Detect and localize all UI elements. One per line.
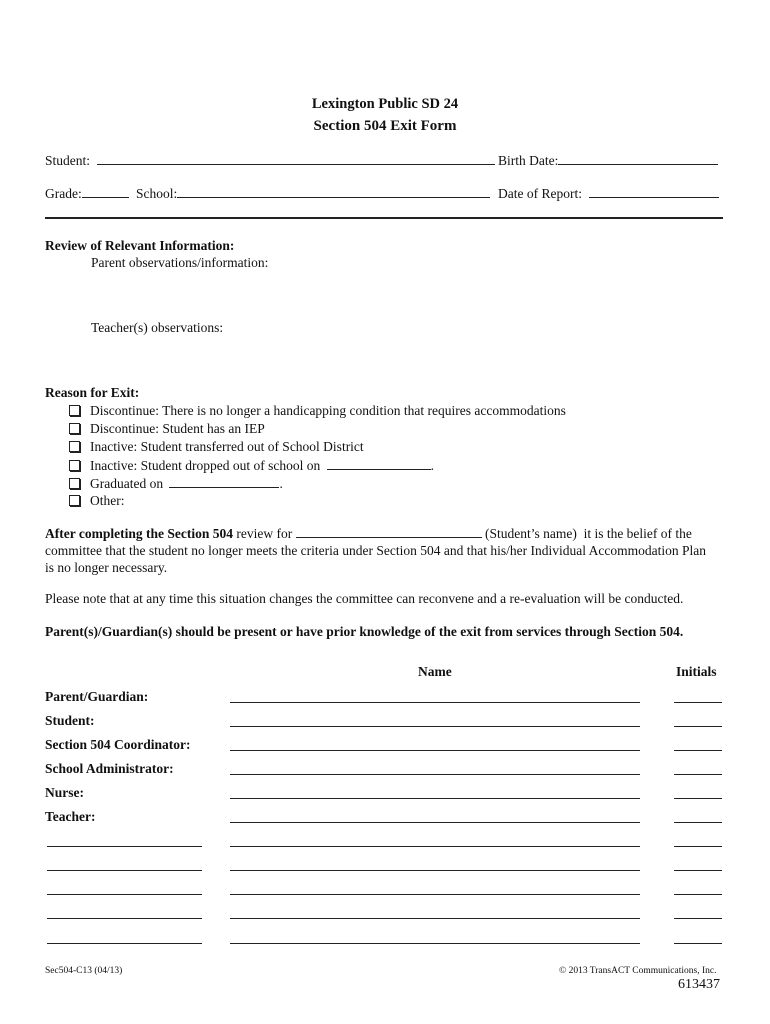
initials-line-student[interactable] — [674, 726, 722, 727]
statement-students-name: (Student’s name) — [484, 526, 577, 541]
extra-role-line-2[interactable] — [47, 870, 202, 871]
name-line-administrator[interactable] — [230, 774, 640, 775]
name-line-teacher[interactable] — [230, 822, 640, 823]
checkbox[interactable] — [69, 460, 80, 471]
grade-label: Grade: — [45, 186, 82, 201]
initials-line-parent[interactable] — [674, 702, 722, 703]
date-of-report-field[interactable] — [498, 185, 719, 202]
school-line[interactable] — [177, 185, 490, 198]
reason-heading: Reason for Exit: — [45, 385, 140, 400]
initials-line-administrator[interactable] — [674, 774, 722, 775]
student-name-line[interactable] — [296, 525, 482, 538]
document-number: 613437 — [678, 977, 720, 992]
dropout-date-line[interactable] — [327, 457, 431, 470]
graduation-date-line[interactable] — [169, 475, 279, 488]
grade-field[interactable] — [45, 185, 129, 202]
name-line-extra-1[interactable] — [230, 846, 640, 847]
role-school-administrator: School Administrator: — [45, 761, 174, 776]
role-nurse: Nurse: — [45, 785, 84, 800]
statement-lead: After completing the Section 504 — [45, 526, 233, 541]
checkbox[interactable] — [69, 441, 80, 452]
form-title: Section 504 Exit Form — [313, 118, 457, 134]
checkbox[interactable] — [69, 405, 80, 416]
role-teacher: Teacher: — [45, 809, 96, 824]
role-student: Student: — [45, 713, 95, 728]
checkbox[interactable] — [69, 495, 80, 506]
grade-line[interactable] — [82, 185, 129, 198]
role-parent-guardian: Parent/Guardian: — [45, 689, 149, 704]
copyright: © 2013 TransACT Communications, Inc. — [559, 966, 717, 976]
date-of-report-label: Date of Report: — [498, 186, 582, 201]
extra-role-line-1[interactable] — [47, 846, 202, 847]
role-504-coordinator: Section 504 Coordinator: — [45, 737, 191, 752]
name-line-extra-3[interactable] — [230, 894, 640, 895]
name-line-nurse[interactable] — [230, 798, 640, 799]
reason-option-label: Other: — [90, 493, 125, 508]
reason-option-6[interactable] — [69, 493, 125, 509]
reason-option-label: Discontinue: There is no longer a handicapping condition that requires accommodations — [90, 403, 566, 418]
teacher-observations-label: Teacher(s) observations: — [91, 320, 224, 335]
section-divider — [45, 217, 723, 219]
name-line-extra-2[interactable] — [230, 870, 640, 871]
initials-line-extra-1[interactable] — [674, 846, 722, 847]
school-field[interactable] — [136, 185, 490, 202]
reevaluation-note: Please note that at any time this situation changes the committee can reconvene and a re-evaluation will be conducted. — [45, 591, 684, 606]
checkbox[interactable] — [69, 478, 80, 489]
date-of-report-line[interactable] — [589, 185, 719, 198]
initials-line-nurse[interactable] — [674, 798, 722, 799]
statement-review-for: review for — [236, 526, 293, 541]
reason-option-label: Inactive: Student dropped out of school on — [90, 458, 321, 473]
checkbox[interactable] — [69, 423, 80, 434]
statement-line3: is no longer necessary. — [45, 560, 168, 575]
initials-line-extra-4[interactable] — [674, 918, 722, 919]
reason-option-5[interactable]: Graduated on . — [69, 475, 283, 492]
presence-note: Parent(s)/Guardian(s) should be present or have prior knowledge of the exit from services through Section 504. — [45, 624, 684, 639]
exit-statement — [45, 525, 735, 576]
reason-option-2[interactable] — [69, 421, 265, 437]
initials-line-extra-3[interactable] — [674, 894, 722, 895]
extra-role-line-4[interactable] — [47, 918, 202, 919]
name-column-header: Name — [418, 664, 452, 679]
reason-option-1[interactable] — [69, 403, 566, 419]
statement-rest-line1: it is the belief of the — [583, 526, 692, 541]
student-label: Student: — [45, 153, 91, 168]
initials-line-extra-5[interactable] — [674, 943, 722, 944]
initials-line-extra-2[interactable] — [674, 870, 722, 871]
birth-date-field[interactable] — [498, 152, 718, 169]
student-line[interactable] — [97, 152, 495, 165]
extra-role-line-5[interactable] — [47, 943, 202, 944]
initials-column-header: Initials — [676, 664, 717, 679]
name-line-student[interactable] — [230, 726, 640, 727]
form-code: Sec504-C13 (04/13) — [45, 966, 123, 976]
reason-option-label: Graduated on — [90, 476, 164, 491]
district-name: Lexington Public SD 24 — [311, 96, 459, 112]
student-field[interactable] — [45, 152, 495, 169]
initials-line-teacher[interactable] — [674, 822, 722, 823]
reason-option-4[interactable]: Inactive: Student dropped out of school on . — [69, 457, 434, 474]
school-label: School: — [136, 186, 178, 201]
name-line-extra-4[interactable] — [230, 918, 640, 919]
parent-observations-label: Parent observations/information: — [91, 255, 269, 270]
reason-option-label: Discontinue: Student has an IEP — [90, 421, 265, 436]
name-line-parent[interactable] — [230, 702, 640, 703]
reason-option-3[interactable] — [69, 439, 364, 455]
extra-role-line-3[interactable] — [47, 894, 202, 895]
initials-line-coordinator[interactable] — [674, 750, 722, 751]
name-line-coordinator[interactable] — [230, 750, 640, 751]
statement-line2: committee that the student no longer meets the criteria under Section 504 and that his/her Individual Accommodation Plan — [45, 543, 706, 558]
name-line-extra-5[interactable] — [230, 943, 640, 944]
reason-option-label: Inactive: Student transferred out of School District — [90, 439, 364, 454]
birth-date-line[interactable] — [558, 152, 718, 165]
birth-date-label: Birth Date: — [498, 153, 559, 168]
review-heading: Review of Relevant Information: — [45, 238, 235, 253]
